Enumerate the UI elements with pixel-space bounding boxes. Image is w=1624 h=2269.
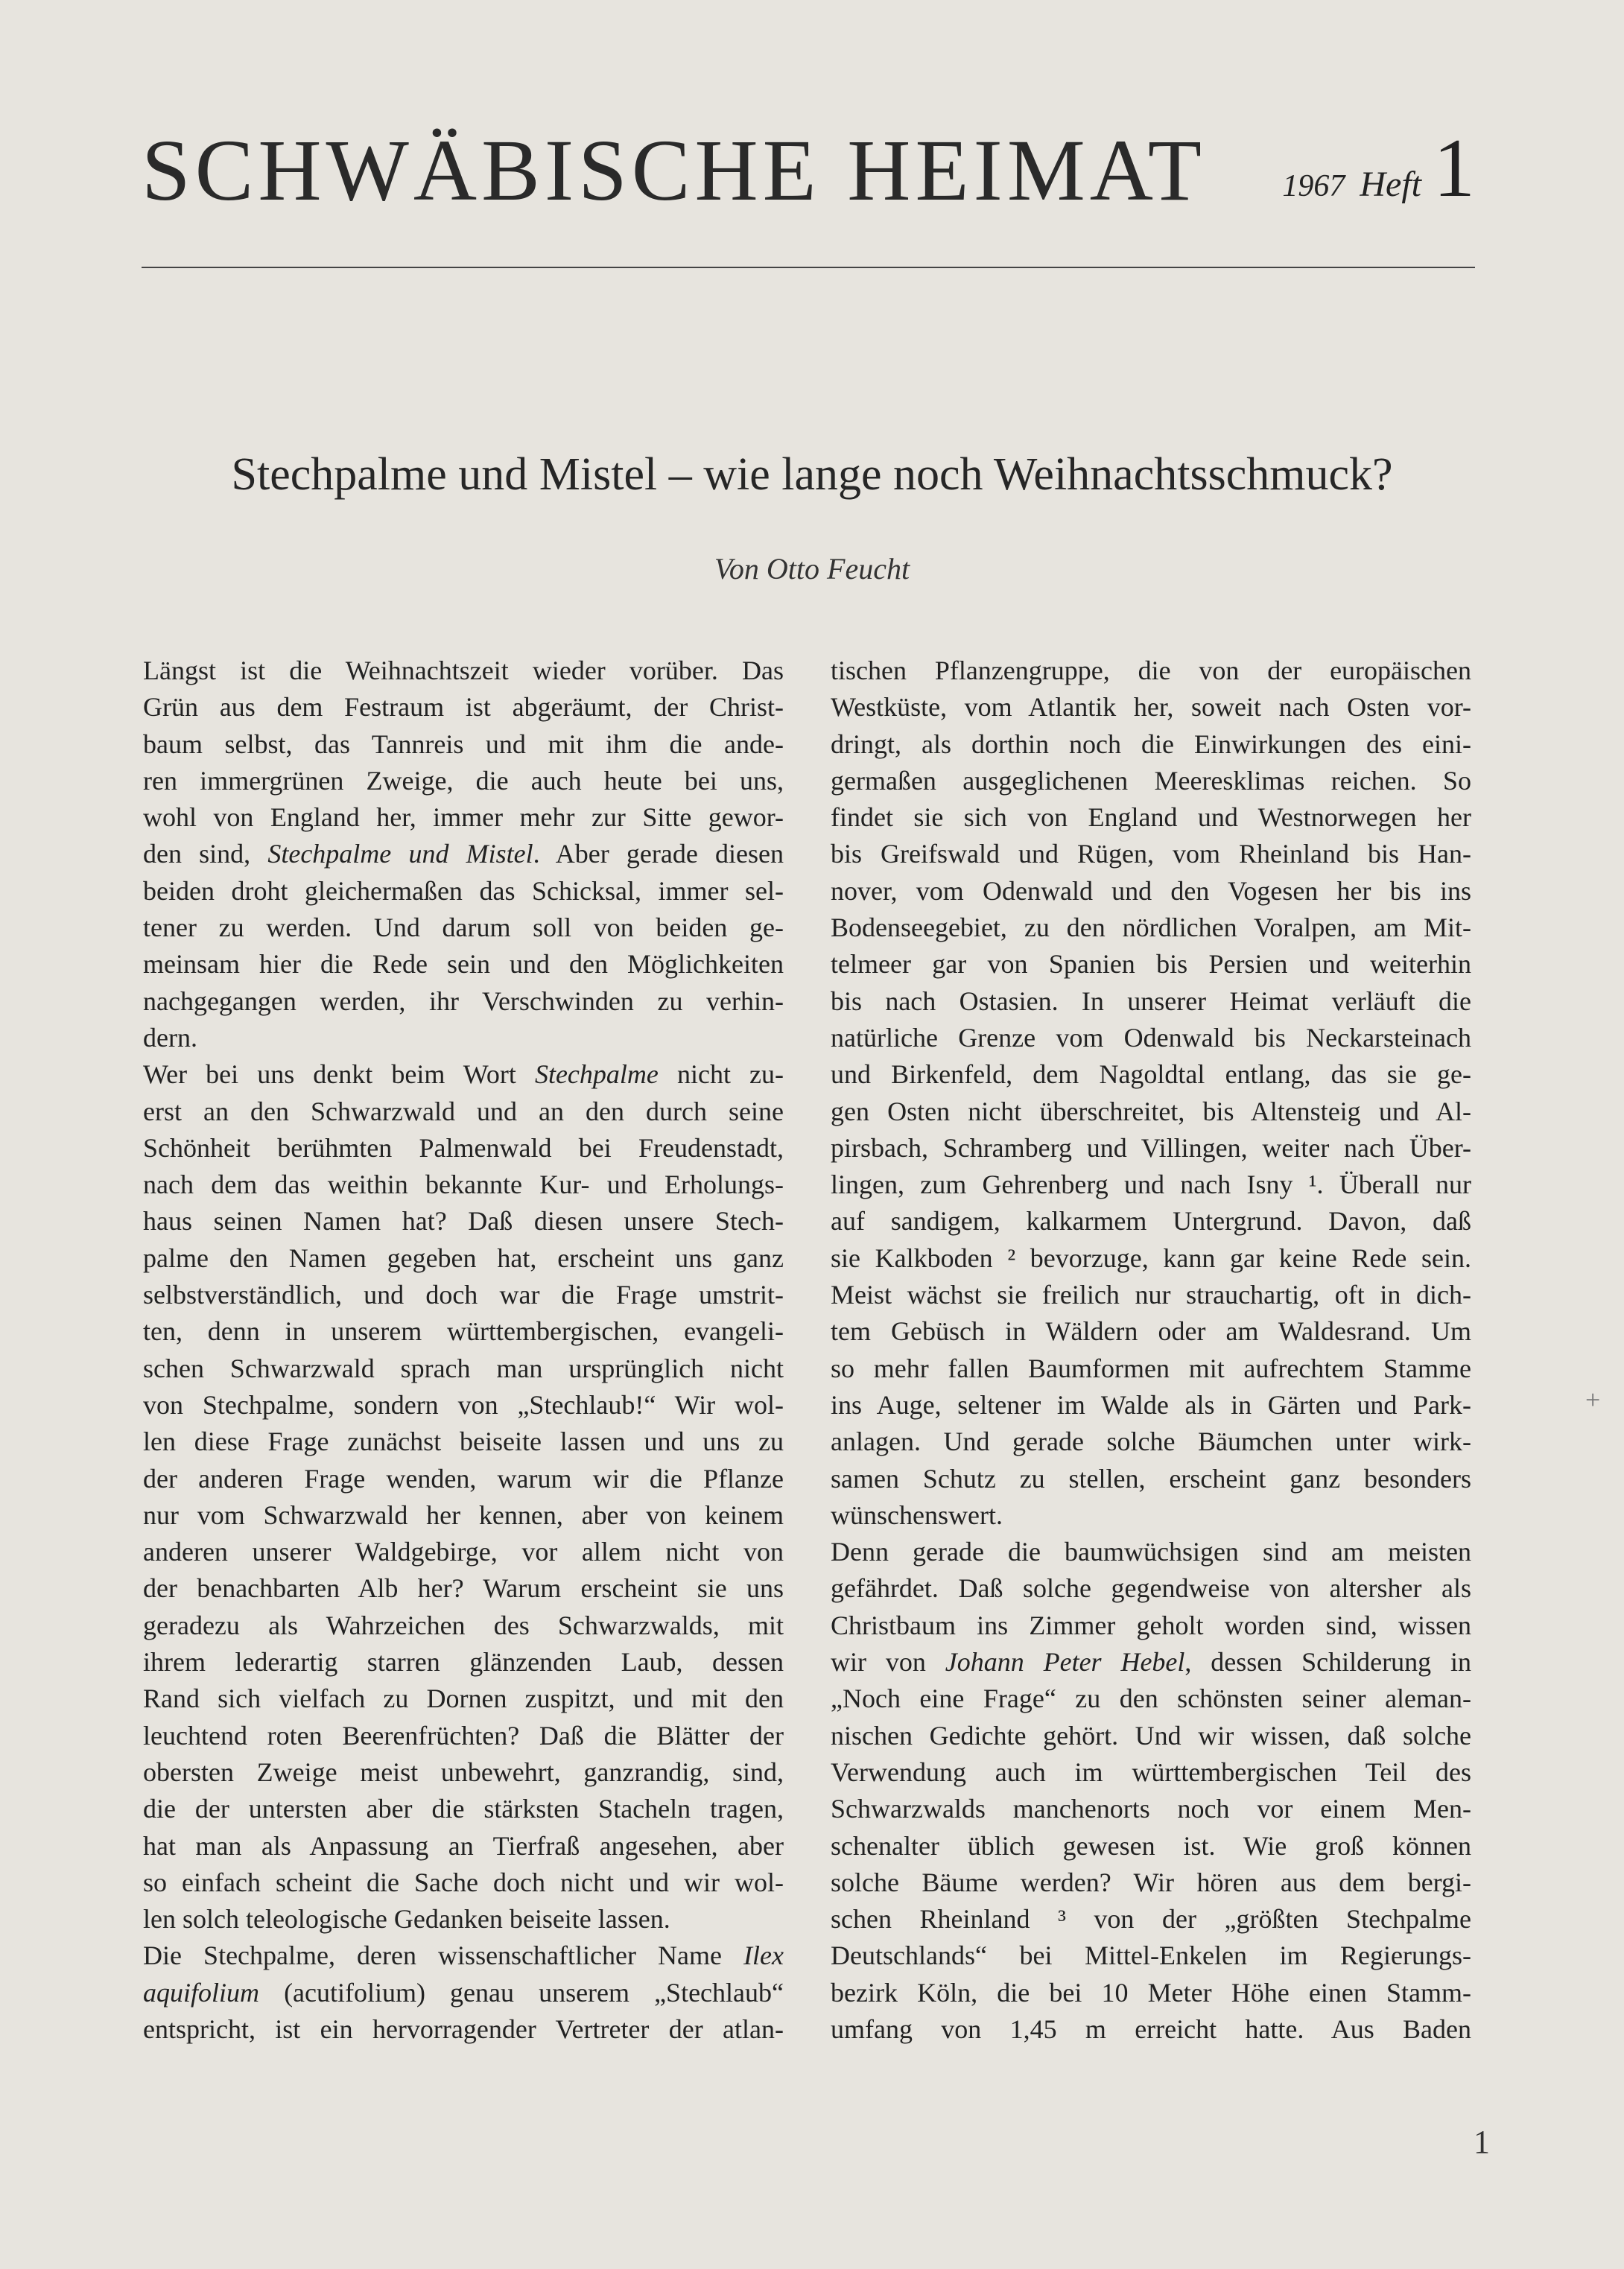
text-line [831,873,1471,910]
text-line [831,1865,1471,1901]
text-run: auf sandigem, kalkarmem Untergrund. Davon, daß [831,1206,1471,1237]
journal-title: SCHWÄBISCHE HEIMAT [142,121,1206,219]
text-line [831,1351,1471,1387]
text-run: tener zu werden. Und darum soll von beiden ge- [143,913,784,943]
text-run: geradezu als Wahrzeichen des Schwarzwalds, mit [143,1610,784,1640]
text-run: baum selbst, das Tannreis und mit ihm die ande- [143,729,784,759]
text-line [143,799,784,836]
text-line [831,2011,1471,2048]
article-title: Stechpalme und Mistel – wie lange noch Weihnachtsschmuck? [231,449,1393,500]
text-run: haus seinen Namen hat? Daß diesen unsere Stech- [143,1206,784,1237]
text-line [831,1828,1471,1865]
issue-info [1282,122,1475,215]
text-line [831,1681,1471,1717]
text-run: nicht zu- [658,1059,784,1090]
text-line [143,1901,784,1938]
text-line [143,653,784,689]
text-run: Bodenseegebiet, zu den nördlichen Voralpen, am Mit- [831,913,1471,943]
text-line [143,2011,784,2048]
text-run: len solch teleologische Gedanken beiseite lassen. [143,1904,670,1935]
text-run: obersten Zweige meist unbewehrt, ganzrandig, sind, [143,1757,784,1787]
text-run: . Aber gerade diesen [533,839,784,869]
text-run: Verwendung auch im württembergischen Teil des [831,1757,1471,1787]
masthead [142,121,1475,223]
text-run: nover, vom Odenwald und den Vogesen her bis ins [831,875,1471,906]
text-run: von Stechpalme, sondern von „Stechlaub!“ Wir wol- [143,1389,784,1420]
text-line [831,1791,1471,1827]
text-line [831,726,1471,763]
text-line [831,1313,1471,1350]
text-run: den sind, [143,839,268,869]
text-run: Deutschlands“ bei Mittel-Enkelen im Regierungs- [831,1940,1471,1971]
text-run: Schwarzwalds manchenorts noch vor einem Men- [831,1794,1471,1824]
text-run: selbstverständlich, und doch war die Frage umstrit- [143,1280,784,1310]
text-run: Westküste, vom Atlantik her, soweit nach Osten vor- [831,692,1471,723]
text-run: Schönheit berühmten Palmenwald bei Freudenstadt, [143,1132,784,1163]
text-run: Rand sich vielfach zu Dornen zuspitzt, und mit den [143,1683,784,1714]
issue-year: 1967 [1282,169,1345,203]
text-line [831,1938,1471,1974]
text-run: der anderen Frage wenden, warum wir die Pflanze [143,1463,784,1494]
text-run: so mehr fallen Baumformen mit aufrechtem Stamme [831,1353,1471,1383]
text-run: hat man als Anpassung an Tierfraß angesehen, aber [143,1830,784,1861]
text-run: Grün aus dem Festraum ist abgeräumt, der Christ- [143,692,784,723]
text-run: so einfach scheint die Sache doch nicht und wir wol- [143,1867,784,1897]
text-run: pirsbach, Schramberg und Villingen, weiter nach Über- [831,1132,1471,1163]
text-line [831,1277,1471,1313]
text-line [831,1901,1471,1938]
italic-text: aquifolium [143,1977,260,2008]
text-line [143,1351,784,1387]
text-line [143,1461,784,1497]
text-line [831,1461,1471,1497]
text-line [143,1240,784,1277]
text-line [143,1020,784,1056]
text-run: Christbaum ins Zimmer geholt worden sind, wissen [831,1610,1471,1640]
text-line [831,1534,1471,1570]
text-run: wünschenswert. [831,1500,1003,1530]
heft-label: Heft [1360,165,1421,204]
text-line [143,910,784,946]
text-run: anderen unserer Waldgebirge, vor allem nicht von [143,1537,784,1567]
text-line [831,653,1471,689]
text-line [831,1975,1471,2011]
text-line [831,689,1471,726]
text-run: samen Schutz zu stellen, erscheint ganz besonders [831,1463,1471,1494]
masthead-rule [142,267,1475,268]
text-line [831,1094,1471,1130]
text-run: bis Greifswald und Rügen, vom Rheinland bis Han- [831,839,1471,869]
text-line [143,1828,784,1865]
text-run: und Birkenfeld, dem Nagoldtal entlang, das sie ge- [831,1059,1471,1090]
text-run: entspricht, ist ein hervorragender Vertreter der atlan- [143,2013,784,2044]
margin-pencil-mark: + [1585,1385,1601,1415]
text-run: nachgegangen werden, ihr Verschwinden zu verhin- [143,986,784,1016]
text-run: die der untersten aber die stärksten Stacheln tragen, [143,1794,784,1824]
text-line [143,1865,784,1901]
text-run: Wer bei uns denkt beim Wort [143,1059,535,1090]
text-line [143,763,784,799]
text-line [831,1424,1471,1460]
text-line [143,1277,784,1313]
text-line [143,1754,784,1791]
text-run: natürliche Grenze vom Odenwald bis Neckarsteinach [831,1022,1471,1053]
text-line [143,1497,784,1534]
text-line [143,689,784,726]
text-run: dringt, als dorthin noch die Einwirkungen des eini- [831,729,1471,759]
text-run: Meist wächst sie freilich nur strauchartig, oft in dich- [831,1280,1471,1310]
issue-number: 1 [1433,122,1475,215]
text-run: , dessen Schilderung in [1184,1647,1471,1678]
text-line [831,763,1471,799]
text-run: solche Bäume werden? Wir hören aus dem bergi- [831,1867,1471,1897]
text-run: (acutifolium) genau unserem „Stechlaub“ [259,1977,784,2008]
italic-text: Stechpalme und Mistel [267,839,533,869]
text-column-left [143,653,784,2048]
text-line [143,1938,784,1974]
text-run: palme den Namen gegeben hat, erscheint uns ganz [143,1243,784,1273]
text-line [831,910,1471,946]
text-run: bis nach Ostasien. In unserer Heimat verläuft die [831,986,1471,1016]
text-line [143,1570,784,1607]
text-run: Denn gerade die baumwüchsigen sind am meisten [831,1537,1471,1567]
text-line [831,946,1471,983]
article-byline: Von Otto Feucht [714,552,910,586]
text-run: wir von [831,1647,945,1678]
text-run: tem Gebüsch in Wäldern oder am Waldesrand. Um [831,1316,1471,1347]
text-line [831,799,1471,836]
text-line [143,983,784,1020]
text-run: telmeer gar von Spanien bis Persien und weiterhin [831,949,1471,980]
text-run: nur vom Schwarzwald her kennen, aber von keinem [143,1500,784,1530]
text-line [831,1718,1471,1754]
page-number: 1 [1474,2124,1490,2160]
text-run: der benachbarten Alb her? Warum erscheint sie uns [143,1573,784,1604]
text-line [831,1570,1471,1607]
italic-text: Johann Peter Hebel [945,1647,1185,1678]
text-line [831,836,1471,872]
text-run: bezirk Köln, die bei 10 Meter Höhe einen Stamm- [831,1977,1471,2008]
text-run: nischen Gedichte gehört. Und wir wissen, daß solche [831,1720,1471,1751]
text-run: gefährdet. Daß solche gegendweise von altersher als [831,1573,1471,1604]
text-run: findet sie sich von England und Westnorwegen her [831,802,1471,833]
text-run: leuchtend roten Beerenfrüchten? Daß die Blätter der [143,1720,784,1751]
text-run: schen Rheinland ³ von der „größten Stechpalme [831,1904,1471,1935]
text-line [143,1167,784,1203]
text-run: ins Auge, seltener im Walde als in Gärten und Park- [831,1389,1471,1420]
text-column-right [831,653,1471,2048]
text-line [831,1644,1471,1681]
text-run: anlagen. Und gerade solche Bäumchen unter wirk- [831,1427,1471,1457]
text-run: „Noch eine Frage“ zu den schönsten seiner aleman- [831,1683,1471,1714]
italic-text: Ilex [743,1940,784,1971]
text-line [831,1608,1471,1644]
text-line [831,1387,1471,1424]
text-line [143,1718,784,1754]
text-run: meinsam hier die Rede sein und den Möglichkeiten [143,949,784,980]
text-run: schenalter üblich gewesen ist. Wie groß können [831,1830,1471,1861]
text-line [143,1094,784,1130]
text-line [143,836,784,872]
text-line [143,1203,784,1240]
text-line [143,1534,784,1570]
text-line [831,1130,1471,1167]
text-run: len diese Frage zunächst beiseite lassen und uns zu [143,1427,784,1457]
text-run: dern. [143,1022,197,1053]
text-line [831,983,1471,1020]
text-line [143,1608,784,1644]
text-line [831,1167,1471,1203]
text-line [143,1056,784,1093]
text-run: ihrem lederartig starren glänzenden Laub, dessen [143,1647,784,1678]
text-line [143,873,784,910]
text-run: erst an den Schwarzwald und an den durch seine [143,1096,784,1126]
italic-text: Stechpalme [534,1059,659,1090]
text-run: Längst ist die Weihnachtszeit wieder vorüber. Das [143,656,784,685]
text-run: Die Stechpalme, deren wissenschaftlicher Name [143,1940,744,1971]
text-run: wohl von England her, immer mehr zur Sitte gewor- [143,802,784,833]
text-run: nach dem das weithin bekannte Kur- und Erholungs- [143,1170,784,1200]
text-line [143,1387,784,1424]
text-line [143,726,784,763]
text-run: schen Schwarzwald sprach man ursprünglich nicht [143,1353,784,1383]
text-line [143,946,784,983]
text-run: lingen, zum Gehrenberg und nach Isny ¹. Überall nur [831,1170,1471,1200]
text-line [831,1497,1471,1534]
text-line [143,1424,784,1460]
text-line [143,1681,784,1717]
text-line [143,1791,784,1827]
text-run: tischen Pflanzengruppe, die von der europäischen [831,656,1471,685]
text-line [831,1754,1471,1791]
text-line [831,1240,1471,1277]
text-run: ren immergrünen Zweige, die auch heute bei uns, [143,765,784,796]
text-run: sie Kalkboden ² bevorzuge, kann gar keine Rede sein. [831,1243,1471,1273]
text-line [143,1130,784,1167]
text-run: germaßen ausgeglichenen Meeresklimas reichen. So [831,765,1471,796]
text-line [143,1644,784,1681]
text-line [831,1020,1471,1056]
text-line [831,1056,1471,1093]
text-line [143,1313,784,1350]
text-run: umfang von 1,45 m erreicht hatte. Aus Baden [831,2013,1471,2044]
text-run: ten, denn in unserem württembergischen, evangeli- [143,1316,784,1347]
text-line [831,1203,1471,1240]
text-run: beiden droht gleichermaßen das Schicksal, immer sel- [143,875,784,906]
text-run: gen Osten nicht überschreitet, bis Altensteig und Al- [831,1096,1471,1126]
text-line [143,1975,784,2011]
